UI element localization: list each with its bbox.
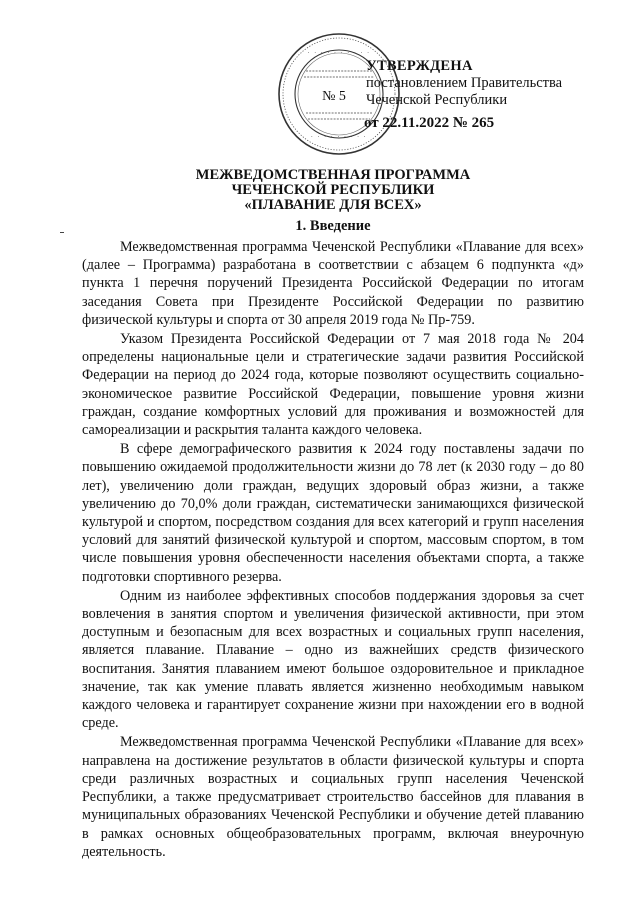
title-line-3: «ПЛАВАНИЕ ДЛЯ ВСЕХ» xyxy=(244,197,422,213)
approval-title: УТВЕРЖДЕНА xyxy=(366,58,473,74)
title-line-2: ЧЕЧЕНСКОЙ РЕСПУБЛИКИ xyxy=(231,182,435,198)
title-line-1: МЕЖВЕДОМСТВЕННАЯ ПРОГРАММА xyxy=(195,167,471,183)
document-title xyxy=(100,168,566,213)
approval-line-1: постановлением Правительства xyxy=(366,75,563,91)
svg-text:· · · · · · · · · ·: · · · · · · · · · · xyxy=(307,50,371,57)
document-body xyxy=(82,238,584,861)
margin-mark xyxy=(60,232,64,233)
approval-block xyxy=(360,58,620,132)
paragraph-5: Межведомственная программа Чеченской Республики «Плавание для всех» направлена на достижение результатов в области физической культуры и спорта среди различных возрастных и социальных групп населения Чеченской Республики, а также предусматривает строительство бассейнов для плавания в муниципальных образованиях Чеченской Республики и обучение детей плаванию в рамках основных общеобразовательных программ, включая внеурочную деятельность. xyxy=(82,734,584,860)
paragraph-3: В сфере демографического развития к 2024 году поставлены задачи по повышению ожидаемой продолжительности жизни до 78 лет (к 2030 году – до 80 лет), увеличению доли граждан, ведущих здоровый образ жизни, а также увеличению до 70,0% доли граждан, систематически занимающихся физической культурой и спортом, посредством создания для всех категорий и групп населения условий для занятий физической культурой и спортом, массовым спортом, в том числе повышения уровня обеспеченности населения объектами спорта, а также подготовки спортивного резерва. xyxy=(82,441,584,585)
paragraph-1: Межведомственная программа Чеченской Республики «Плавание для всех» (далее – Программа) разработана в соответствии с абзацем 6 подпункта «д» пункта 1 перечня поручений Президента Российской Федерации по итогам заседания Совета при Президенте Российской Федерации по развитию физической культуры и спорта от 30 апреля 2019 года № Пр-759. xyxy=(82,239,584,328)
paragraph-2: Указом Президента Российской Федерации от 7 мая 2018 года № 204 определены национальные цели и стратегические задачи развития Российской Федерации на период до 2024 года, которые позволяют осуществить социально-экономическое развитие Российской Федерации, повышение уровня жизни граждан, создание комфортных условий для проживания и возможностей для самореализации и раскрытия таланта каждого человека. xyxy=(82,331,584,439)
seal-number: № 5 xyxy=(322,89,346,104)
svg-text:· · · · · · · · ·: · · · · · · · · · xyxy=(310,134,368,141)
approval-line-2: Чеченской Республики xyxy=(366,92,508,108)
approval-date-number: от 22.11.2022 № 265 xyxy=(364,115,495,131)
paragraph-4: Одним из наиболее эффективных способов поддержания здоровья за счет вовлечения в занятия спортом и увеличения физической активности, при этом доступным и безопасным для всех возрастных и социальных групп населения, является плавание. Плавание – одно из важнейших средств физического воспитания. Занятия плаванием имеют большое оздоровительное и прикладное значение, так как умение плавать является жизненно необходимым навыком каждого человека и гарантирует сохранение жизни при нахождении его в водной среде. xyxy=(82,587,584,732)
section-heading: 1. Введение xyxy=(295,218,371,234)
